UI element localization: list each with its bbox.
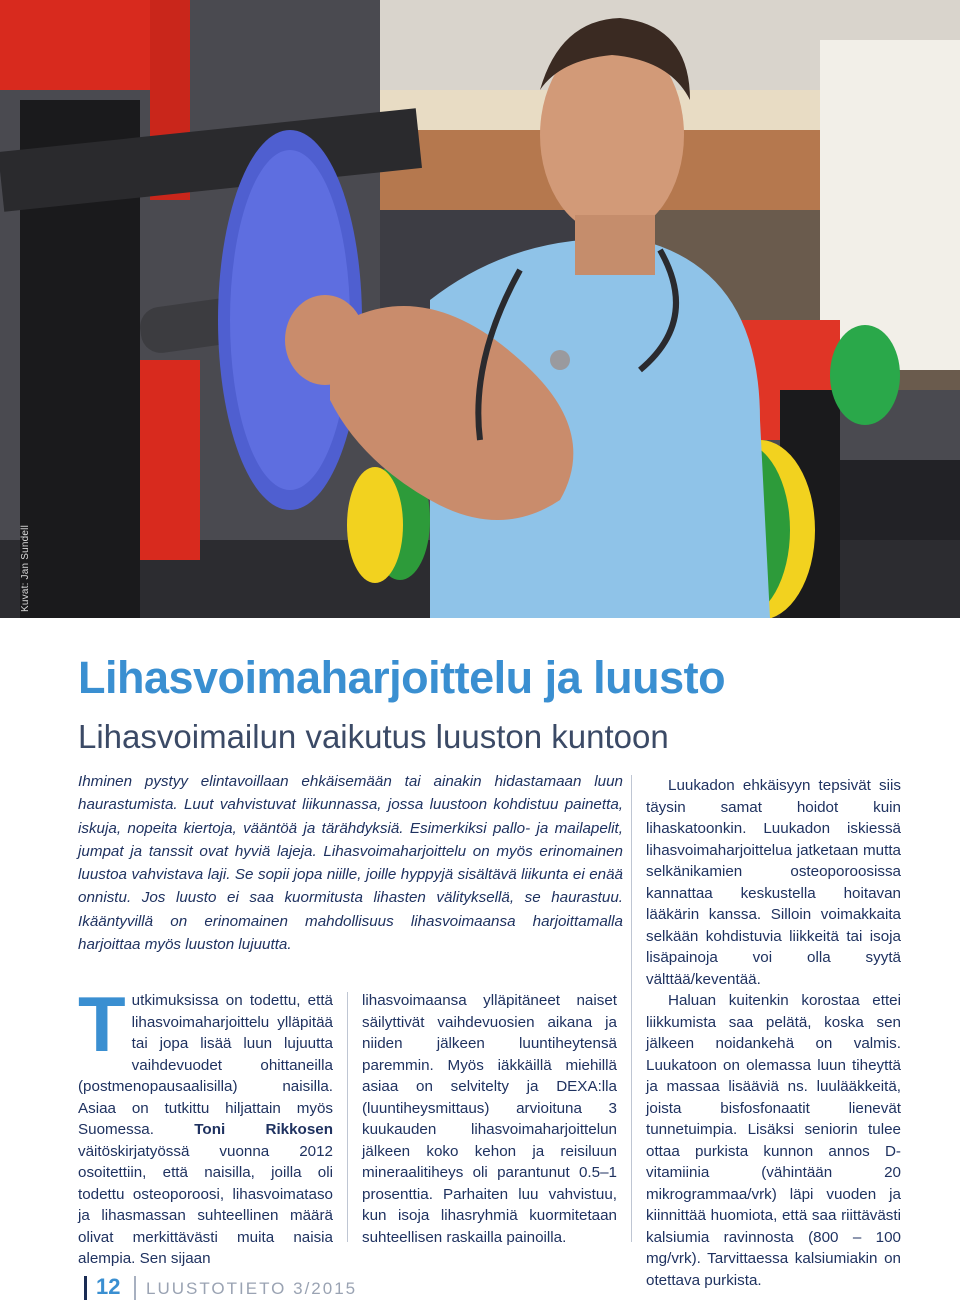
col1-text-b: väitöskirjatyössä vuonna 2012 osoitettiin, että naisilla, joilla oli todettu osteoporoosi, lihasvoimataso ja lihasmassan suhteellinen määrä olivat merkittävästi muita naisia alempia. Sen sijaan — [78, 1142, 333, 1267]
column-divider — [347, 992, 348, 1242]
article-title: Lihasvoimaharjoittelu ja luusto — [78, 652, 726, 703]
article-subtitle: Lihasvoimailun vaikutus luuston kuntoon — [78, 718, 669, 755]
col3-paragraph-2: Haluan kuitenkin korostaa ettei liikkumista saa pelätä, koska sen jälkeen noidankehä on valmis. Luukatoon on olemassa luun tiheyttä ja massaa lisääviä ns. luulääkkeitä, joista bisfosfonaatit lienevät tunnetuimpia. Lisäksi seniorin tulee ottaa purkista kunnon annos D-vitamiinia (vähintään 20 mikrogrammaa/vrk) läpi vuoden ja kiinnittää huomiota, että saa riittävästi kalsiumia ravinnosta (800 – 100 mg/vrk). Tarvittaessa kalsiumiakin on otettava purkista. — [646, 992, 901, 1289]
column-divider — [631, 775, 632, 1242]
photo-credit: Kuvat: Jan Sundell — [20, 525, 31, 612]
footer-bar — [84, 1276, 87, 1300]
col1-text-a: utkimuksissa on todettu, että lihasvoimaharjoittelu ylläpitää tai jopa lisää luun lujuutta vaihdevuodet ohittaneilla (postmenopausaalisilla) naisilla. Asiaa on tutkittu hiljattain myös Suomessa. — [78, 992, 333, 1138]
magazine-name: LUUSTOTIETO 3/2015 — [146, 1279, 358, 1298]
body-column-2 — [362, 990, 617, 1248]
page-number: 12 — [96, 1274, 121, 1299]
article-lead: Ihminen pystyy elintavoillaan ehkäisemään tai ainakin hidastamaan luun haurastumista. Luut vahvistuvat liikunnassa, jossa luustoon kohdistuu painetta, iskuja, nopeita kiertoja, vääntöä ja tärähdyksiä. Esimerkiksi pallo- ja mailapelit, jumpat ja tanssit ovat hyviä lajeja. Lihasvoimaharjoittelu on myös erinomainen luustoa vahvistava laji. Se sopii jopa niille, joille hyppyjä sisältävä liikunta ei enää onnistu. Jos luusto ei saa kuormitusta lihasten välityksellä, se haurastuu. Ikääntyvillä on erinomainen mahdollisuus lihasvoimaansa harjoittamalla harjoittaa myös luuston lujuutta. — [78, 773, 623, 954]
body-column-1 — [78, 980, 333, 1270]
gym-photo-icon — [0, 0, 960, 618]
article-photo — [0, 0, 960, 618]
researcher-name: Toni Rikkosen — [194, 1121, 333, 1138]
footer-separator — [134, 1276, 136, 1300]
col3-paragraph-1: Luukadon ehkäisyyn tepsivät siis täysin samat hoidot kuin lihaskatoonkin. Luukadon iskiessä lihasvoimaharjoittelua jatketaan mutta selkänikamien osteoporoosissa kannattaa keskustella hoitavan lääkärin kanssa. Silloin voimakkaita selkään kohdistuvia liikkeitä tai isoja lisäpainoja voi olla syytä välttää/keventää. — [646, 777, 901, 988]
drop-cap: T — [78, 980, 126, 1068]
body-column-3 — [646, 775, 901, 1291]
col2-text: lihasvoimaansa ylläpitäneet naiset säilyttivät vaihdevuosien aikana ja niiden jälkeen luuntiheytensä paremmin. Myös iäkkäillä miehillä asiaa on selvitelty ja DEXA:lla (luuntiheysmittaus) arvioituna 3 kuukauden lihasvoimaharjoittelun jälkeen koko kehon ja reisiluun mineraalitiheys oli parantunut 0.5–1 prosenttia. Parhaiten luu vahvistuu, kun isoja lihasryhmiä kuormitetaan suhteellisen raskailla painoilla. — [362, 992, 617, 1246]
